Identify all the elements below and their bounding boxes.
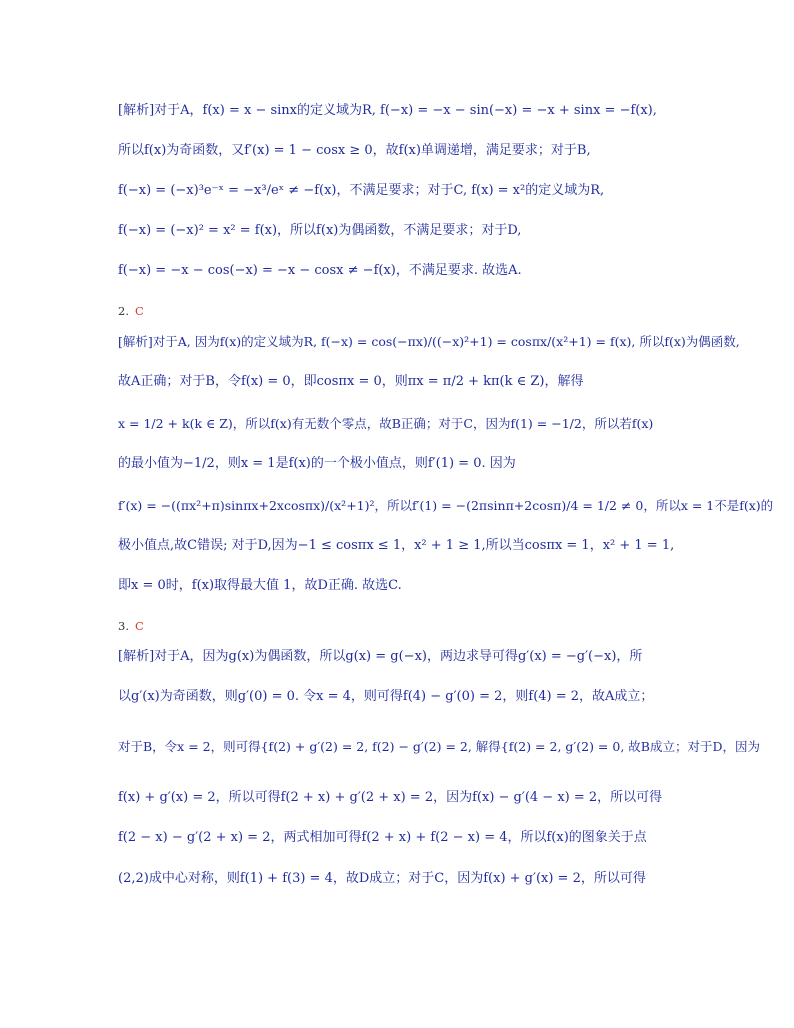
q1-line-3: f(−x) = (−x)³e⁻ˣ = −x³/eˣ ≠ −f(x)，不满足要求；对于C, f(x) = x²的定义域为R, — [118, 183, 605, 198]
q2-line-6: 极小值点,故C错误; 对于D,因为−1 ≤ cosπx ≤ 1，x² + 1 ≥ 1,所以当cosπx = 1，x² + 1 = 1, — [118, 538, 675, 553]
q3-heading — [118, 619, 144, 633]
q3-number: 3. — [118, 619, 129, 633]
q2-line-2: 故A正确；对于B，令f(x) = 0，即cosπx = 0，则πx = π/2 + kπ(k ∈ Z)，解得 — [118, 374, 584, 389]
q2-line-7: 即x = 0时，f(x)取得最大值 1，故D正确. 故选C. — [118, 578, 402, 593]
q1-line-2: 所以f(x)为奇函数，又f′(x) = 1 − cosx ≥ 0，故f(x)单调递增，满足要求；对于B, — [118, 143, 591, 158]
q3-line-2: 以g′(x)为奇函数，则g′(0) = 0. 令x = 4，则可得f(4) − g′(0) = 2，则f(4) = 2，故A成立； — [118, 689, 654, 704]
q3-line-3: 对于B，令x = 2，则可得{f(2) + g′(2) = 2, f(2) − g′(2) = 2, 解得{f(2) = 2, g′(2) = 0, 故B成立；对于D，因为 — [118, 739, 760, 754]
q2-line-1: [解析]对于A, 因为f(x)的定义域为R, f(−x) = cos(−πx)/((−x)²+1) = cosπx/(x²+1) = f(x), 所以f(x)为偶函数, — [118, 334, 740, 349]
q3-line-6: (2,2)成中心对称，则f(1) + f(3) = 4，故D成立；对于C，因为f(x) + g′(x) = 2，所以可得 — [118, 871, 646, 886]
q3-line-5: f(2 − x) − g′(2 + x) = 2，两式相加可得f(2 + x) + f(2 − x) = 4，所以f(x)的图象关于点 — [118, 830, 647, 845]
q3-line-1: [解析]对于A，因为g(x)为偶函数，所以g(x) = g(−x)，两边求导可得g′(x) = −g′(−x)，所 — [118, 649, 643, 664]
q2-answer: C — [134, 304, 144, 318]
q1-line-4: f(−x) = (−x)² = x² = f(x)，所以f(x)为偶函数，不满足要求；对于D, — [118, 223, 522, 238]
q2-number: 2. — [118, 304, 129, 318]
q1-line-5: f(−x) = −x − cos(−x) = −x − cosx ≠ −f(x)，不满足要求. 故选A. — [118, 263, 522, 278]
q2-line-3: x = 1/2 + k(k ∈ Z)，所以f(x)有无数个零点，故B正确；对于C，因为f(1) = −1/2，所以若f(x) — [118, 416, 654, 431]
q1-line-1: [解析]对于A，f(x) = x − sinx的定义域为R, f(−x) = −x − sin(−x) = −x + sinx = −f(x), — [118, 103, 657, 118]
q2-heading — [118, 304, 144, 318]
q3-answer: C — [134, 619, 144, 633]
q2-line-5: f′(x) = −((πx²+π)sinπx+2xcosπx)/(x²+1)²，所以f′(1) = −(2πsinπ+2cosπ)/4 = 1/2 ≠ 0，所以x = 1不是f(x)的 — [118, 498, 774, 513]
q2-line-4: 的最小值为−1/2，则x = 1是f(x)的一个极小值点，则f′(1) = 0. 因为 — [118, 456, 516, 471]
q3-line-4: f(x) + g′(x) = 2，所以可得f(2 + x) + g′(2 + x) = 2，因为f(x) − g′(4 − x) = 2，所以可得 — [118, 790, 663, 805]
